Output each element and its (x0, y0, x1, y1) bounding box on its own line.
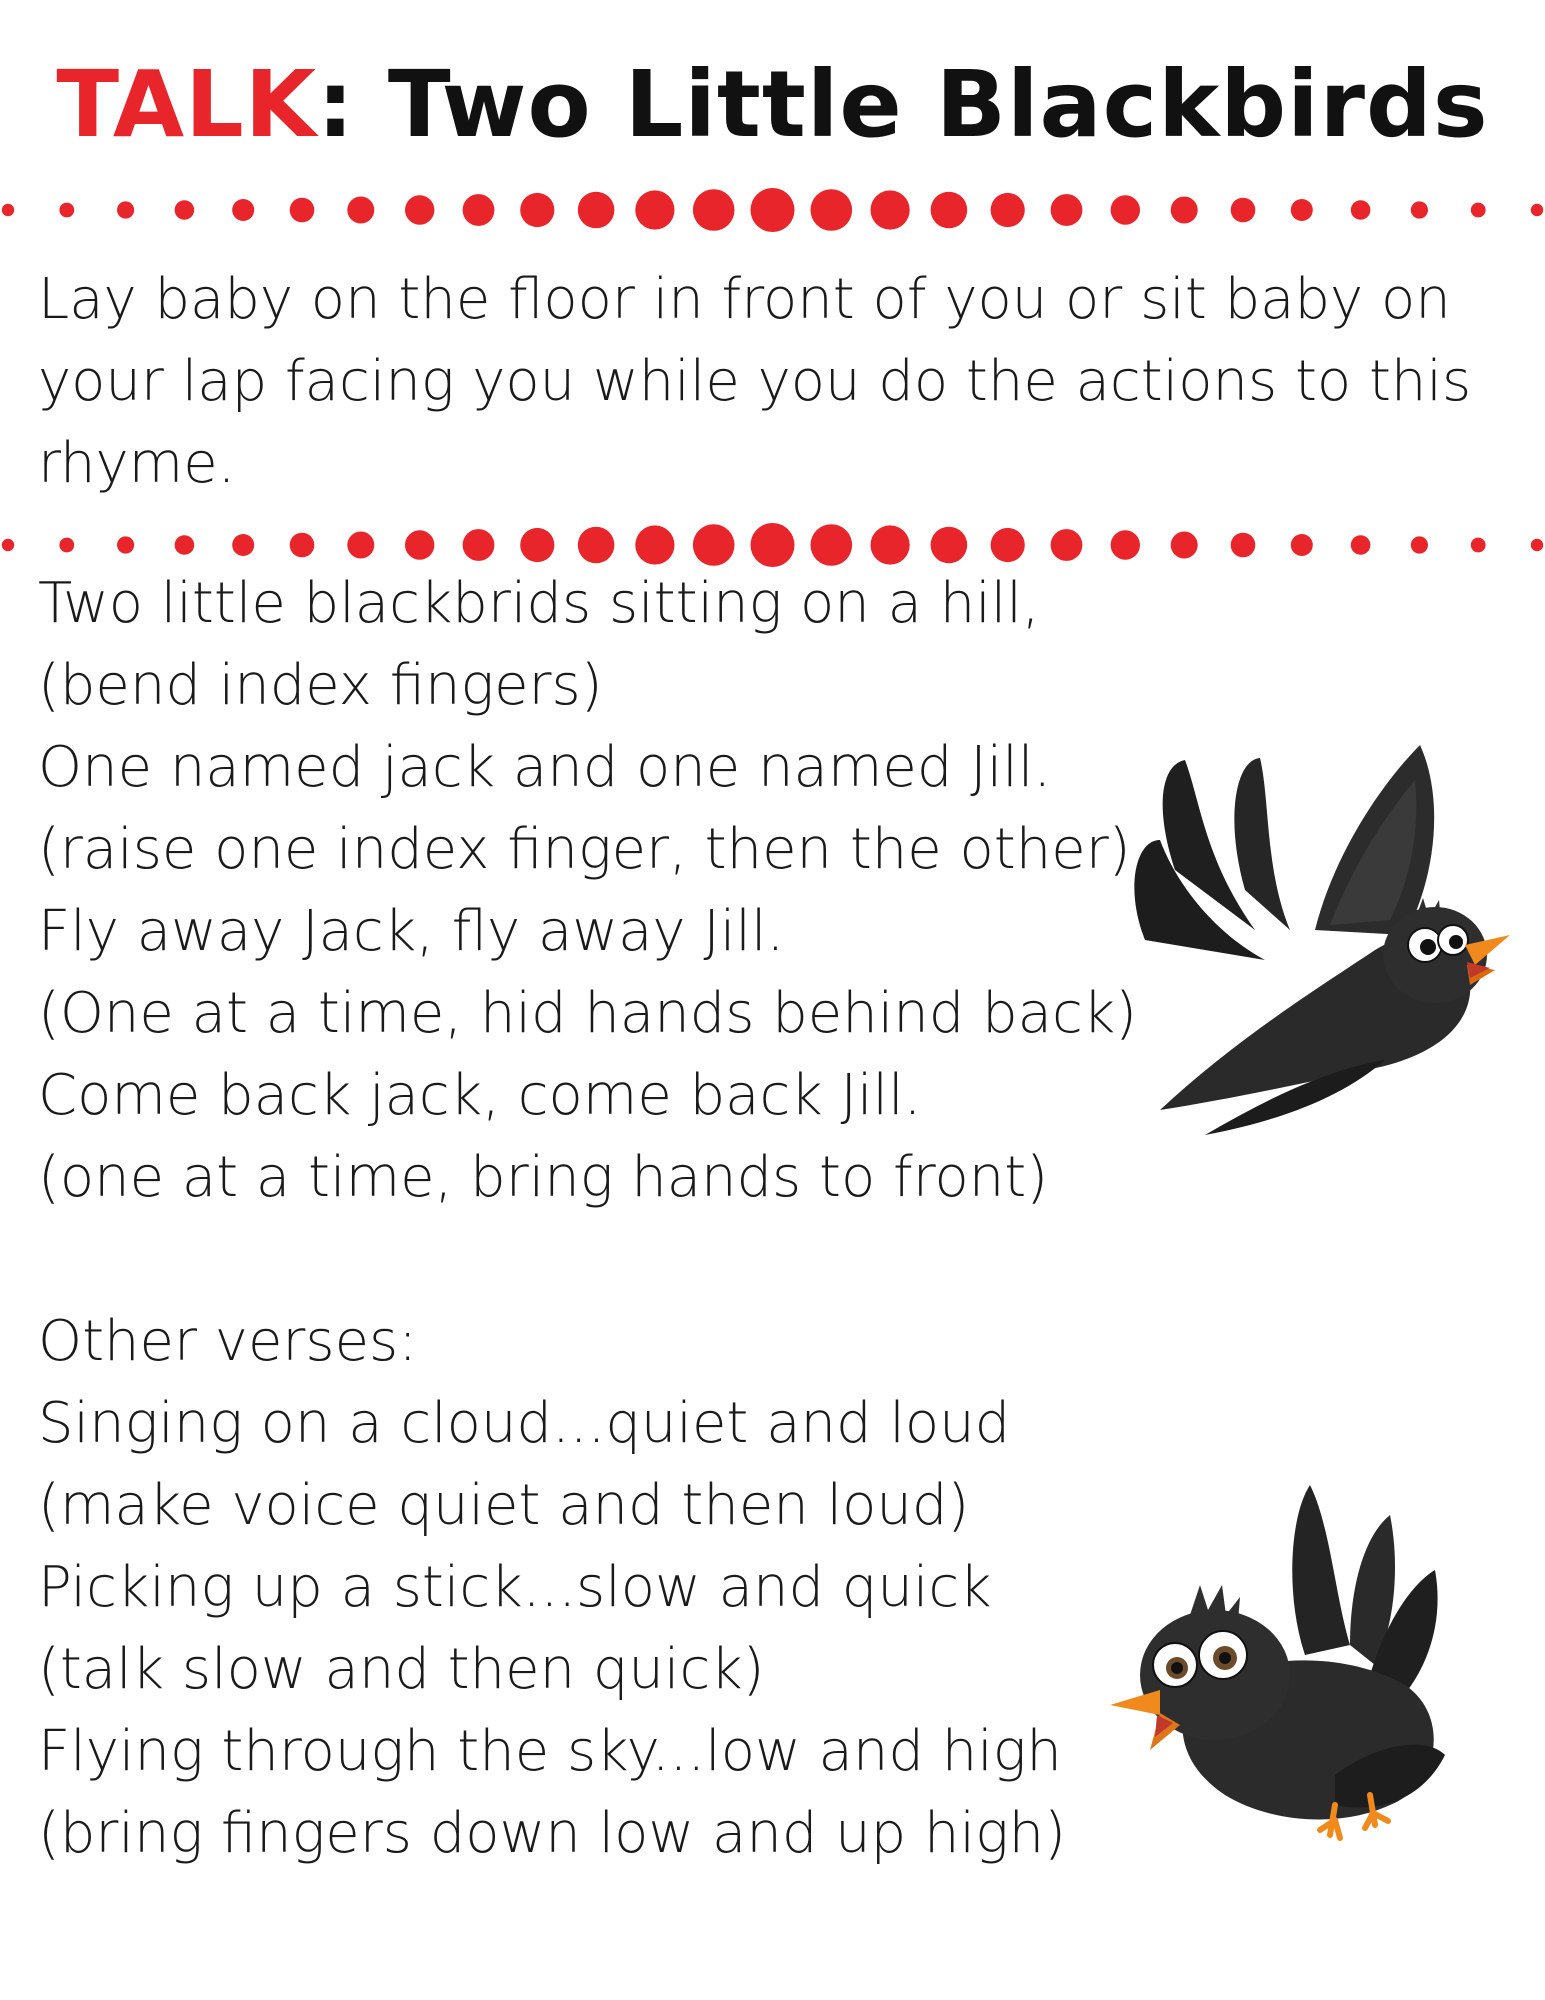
divider-dot (175, 200, 195, 220)
divider-dot (871, 525, 910, 564)
divider-dot (578, 192, 615, 229)
other-verse-action: (make voice quiet and then loud) (38, 1473, 970, 1538)
divider-dot (1531, 204, 1543, 216)
divider-dot (991, 193, 1025, 227)
divider-dot (693, 524, 735, 566)
divider-dot (463, 529, 495, 561)
other-verse-action: (talk slow and then quick) (38, 1637, 765, 1702)
divider-dot (405, 530, 434, 559)
verse-action: (raise one index finger, then the other) (38, 817, 1131, 882)
divider-dot (811, 189, 853, 231)
divider-dot (1051, 194, 1083, 226)
divider-dot (1531, 539, 1543, 551)
verse-line: Fly away Jack, fly away Jill. (38, 899, 785, 964)
intro-paragraph (38, 259, 1472, 505)
dot-divider-top (0, 180, 1545, 240)
divider-dot (1471, 538, 1486, 553)
divider-dot (290, 533, 315, 558)
divider-dot (931, 192, 968, 229)
other-verse-action: (bring fingers down low and up high) (38, 1801, 1067, 1866)
divider-dot (871, 190, 910, 229)
divider-dot (232, 199, 254, 221)
divider-dot (1171, 197, 1198, 224)
intro-line: rhyme. (38, 431, 236, 496)
divider-dot (635, 525, 674, 564)
divider-dot (1351, 200, 1371, 220)
other-verses-heading: Other verses: (38, 1309, 418, 1374)
divider-dot (991, 528, 1025, 562)
title-text: Two Little Blackbirds (354, 51, 1489, 158)
divider-dot (117, 201, 134, 218)
intro-line: Lay baby on the floor in front of you or sit baby on (38, 267, 1451, 332)
divider-dot (2, 539, 14, 551)
verse-line: Two little blackbrids sitting on a hill, (38, 571, 1040, 636)
title-prefix: TALK (56, 51, 318, 158)
page-title (0, 50, 1545, 160)
intro-line: your lap facing you while you do the actions to this (38, 349, 1472, 414)
other-verse-line: Flying through the sky...low and high (38, 1719, 1062, 1784)
divider-dot (1231, 533, 1256, 558)
divider-dot (175, 535, 195, 555)
divider-dot (635, 190, 674, 229)
divider-dot (1111, 530, 1140, 559)
divider-dot (578, 527, 615, 564)
verse-line: Come back jack, come back Jill. (38, 1063, 922, 1128)
divider-dot (405, 195, 434, 224)
title-separator: : (317, 51, 355, 158)
divider-dot (1351, 535, 1371, 555)
verse-action: (One at a time, hid hands behind back) (38, 981, 1138, 1046)
divider-dot (1411, 536, 1428, 553)
divider-dot (751, 188, 795, 232)
divider-dot (232, 534, 254, 556)
divider-dot (1291, 199, 1313, 221)
divider-dot (117, 536, 134, 553)
divider-dot (1171, 532, 1198, 559)
blackbird-icon (1105, 1475, 1450, 1845)
divider-dot (811, 524, 853, 566)
divider-dot (1471, 203, 1486, 218)
divider-dot (1051, 529, 1083, 561)
divider-dot (520, 193, 554, 227)
divider-dot (290, 198, 315, 223)
divider-dot (59, 203, 74, 218)
divider-dot (1111, 195, 1140, 224)
divider-dot (1291, 534, 1313, 556)
verse-line: One named jack and one named Jill. (38, 735, 1052, 800)
verse-action: (bend index fingers) (38, 653, 603, 718)
divider-dot (1411, 201, 1428, 218)
other-verse-line: Picking up a stick...slow and quick (38, 1555, 992, 1620)
verse-action: (one at a time, bring hands to front) (38, 1145, 1049, 1210)
divider-dot (463, 194, 495, 226)
divider-dot (347, 197, 374, 224)
divider-dot (520, 528, 554, 562)
divider-dot (693, 189, 735, 231)
divider-dot (1231, 198, 1256, 223)
divider-dot (347, 532, 374, 559)
divider-dot (2, 204, 14, 216)
divider-dot (59, 538, 74, 553)
other-verse-line: Singing on a cloud...quiet and loud (38, 1391, 1011, 1456)
divider-dot (751, 523, 795, 567)
divider-dot (931, 527, 968, 564)
blackbird-icon (1115, 740, 1510, 1140)
